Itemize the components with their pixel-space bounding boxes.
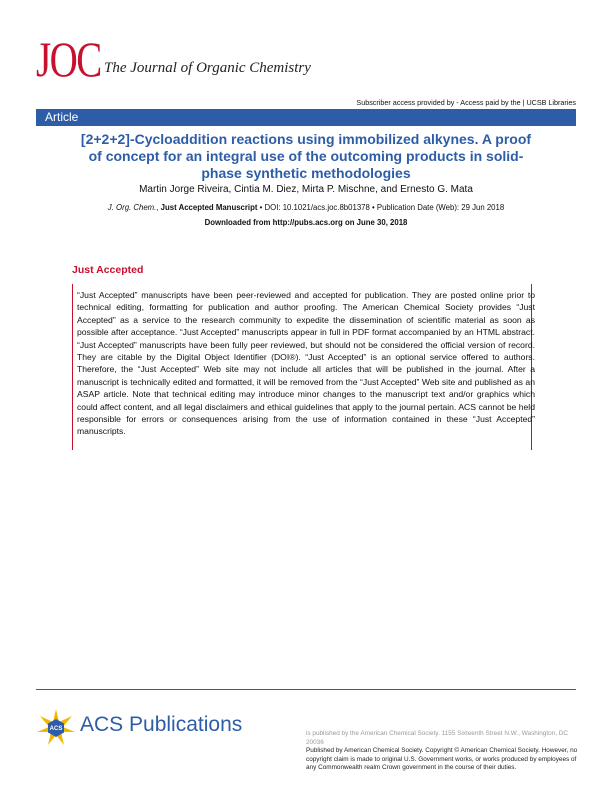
article-authors: Martin Jorge Riveira, Cintia M. Diez, Mirta P. Mischne, and Ernesto G. Mata xyxy=(139,184,473,195)
publisher-name: ACS Publications xyxy=(80,713,243,736)
copyright-notice: Published by American Chemical Society. Copyright © American Chemical Society. However, no copyright claim is made to original U.S. Government works, or works produced by employees of any Commonwealth realm Crown government in the course of their duties. xyxy=(306,747,578,772)
citation-line xyxy=(36,203,576,212)
acs-hexagon-logo-icon xyxy=(36,708,76,748)
footer-divider xyxy=(36,689,576,690)
just-accepted-body: “Just Accepted” manuscripts have been peer-reviewed and accepted for publication. They are posted online prior to technical editing, formatting for publication and author proofing. The American Chemical Society provides “Just Accepted” as a service to the research community to expedite the dissemination of scientific material as soon as possible after acceptance. “Just Accepted” manuscripts appear in full in PDF format accompanied by an HTML abstract. “Just Accepted” manuscripts have been fully peer reviewed, but should not be considered the official version of record. They are citable by the Digital Object Identifier (DOI®). “Just Accepted” is an optional service offered to authors. Therefore, the “Just Accepted” Web site may not include all articles that will be published in the journal. After a manuscript is technically edited and formatted, it will be removed from the “Just Accepted” Web site and published as an ASAP article. Note that technical editing may introduce minor changes to the manuscript text and/or graphics which could affect content, and all legal disclaimers and ethical guidelines that apply to the journal pertain. ACS cannot be held responsible for errors or consequences arising from the use of information contained in these “Just Accepted” manuscripts. xyxy=(77,290,535,437)
article-type-bar xyxy=(36,109,576,126)
citation-status: Just Accepted Manuscript xyxy=(160,203,258,212)
svg-text:ACS: ACS xyxy=(49,726,63,732)
publisher-address: is published by the American Chemical Society. 1155 Sixteenth Street N.W., Washington, DC 20036 xyxy=(306,730,569,746)
journal-logo: JOC xyxy=(36,31,101,87)
citation-details: • DOI: 10.1021/acs.joc.8b01378 • Publication Date (Web): 29 Jun 2018 xyxy=(257,203,505,212)
subscriber-note: Subscriber access provided by - Access paid by the | UCSB Libraries xyxy=(356,98,576,107)
journal-name: The Journal of Organic Chemistry xyxy=(104,60,311,76)
citation-journal: J. Org. Chem. xyxy=(107,203,157,212)
citation-separator: , xyxy=(156,203,161,212)
article-type-label: Article xyxy=(45,110,79,124)
article-title: [2+2+2]-Cycloaddition reactions using immobilized alkynes. A proof of concept for an integral use of the outcoming products in solid-phase synthetic methodologies xyxy=(80,131,532,181)
just-accepted-heading: Just Accepted xyxy=(72,264,144,276)
download-note: Downloaded from http://pubs.acs.org on June 30, 2018 xyxy=(204,218,408,227)
